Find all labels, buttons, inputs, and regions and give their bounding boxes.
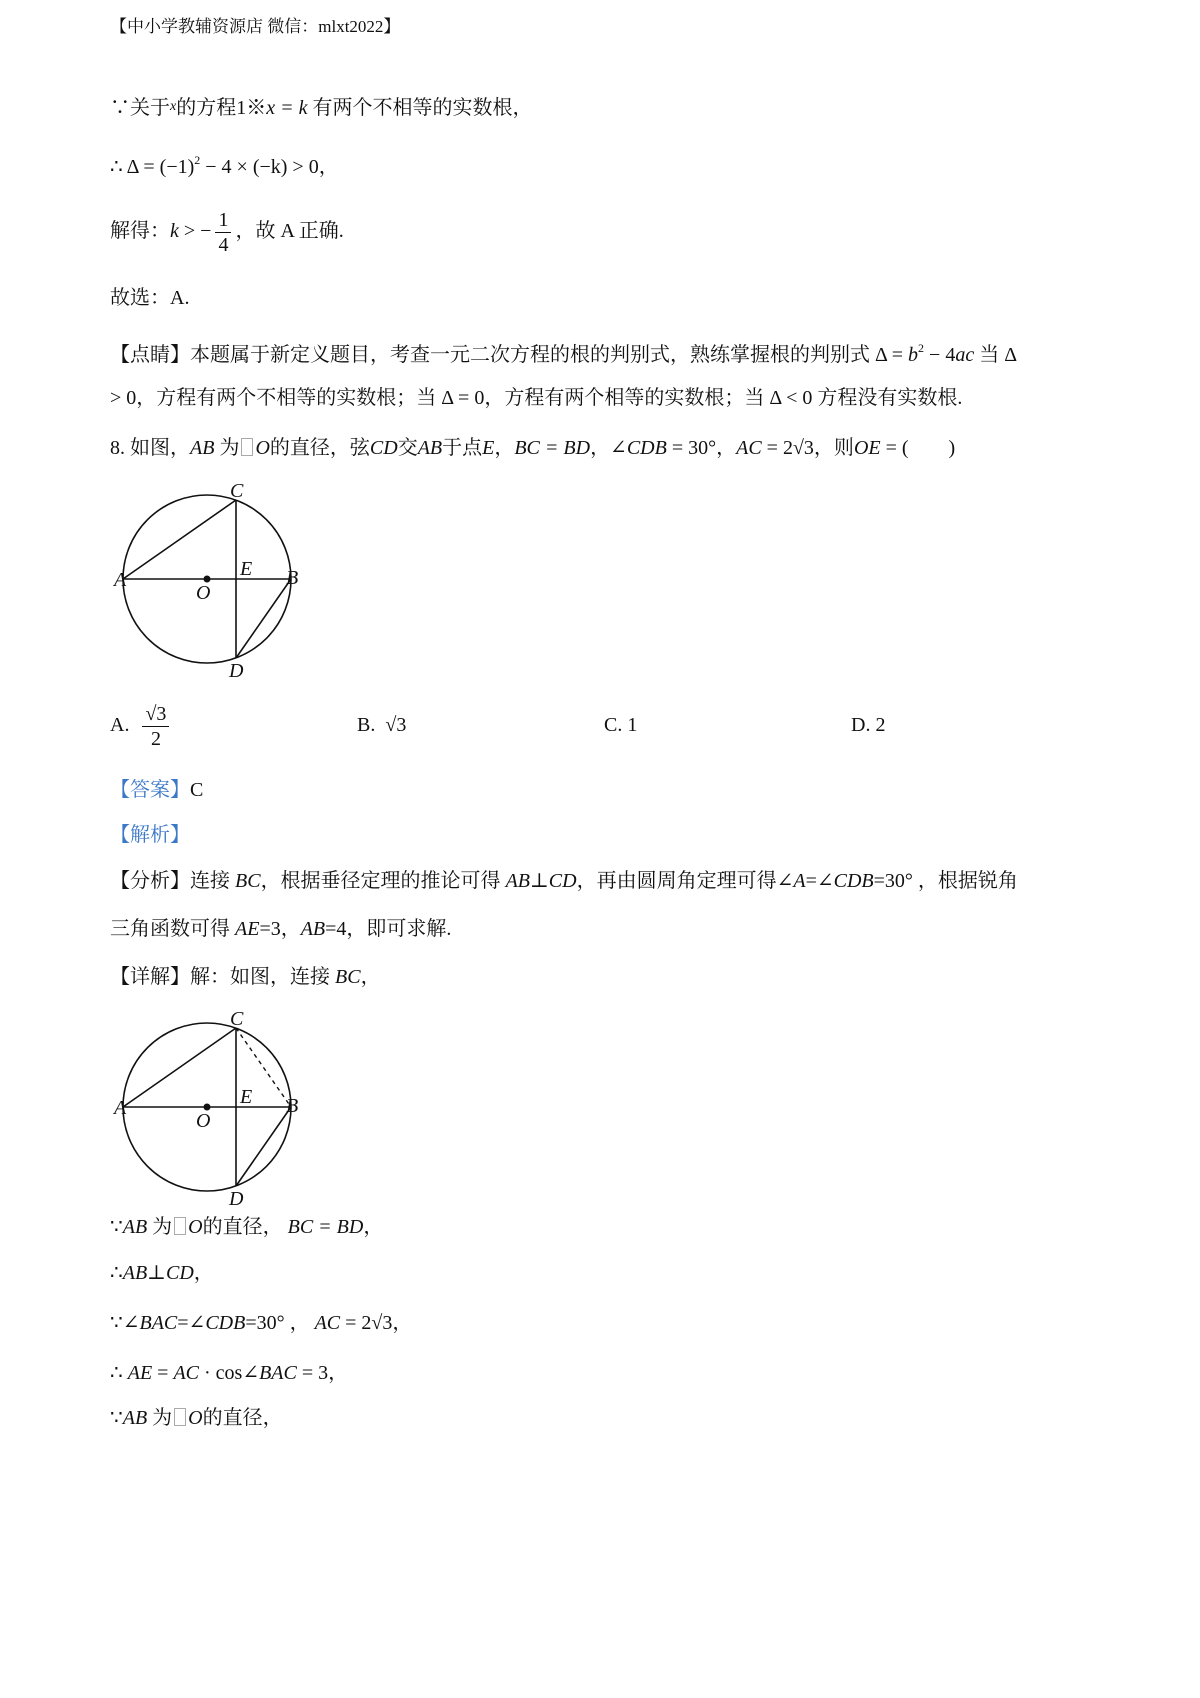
circle-figure-1: [100, 480, 330, 680]
question-8: 8. 如图，AB 为 O的直径，弦CD交AB于点E，BC = BD，∠CDB = 30°，AC = 2√3，则OE = ( ): [110, 437, 956, 459]
label-a: A: [114, 1097, 127, 1119]
answer-line: 【答案】C: [110, 779, 204, 801]
proof-step-4: ∴ AE = AC · cos∠BAC = 3，: [110, 1362, 349, 1384]
label-d: D: [229, 1188, 244, 1208]
step-line-2: ∴ $\Delta = (-1)^2 - 4 \times (-k) > 0$，: [110, 153, 339, 178]
option-d: D. 2: [851, 714, 886, 736]
fenxi-line-1: 【分析】连接 BC，根据垂径定理的推论可得 AB⊥CD，再由圆周角定理可得∠A=∠CDB=30° ，根据锐角: [110, 870, 1018, 892]
circle-figure-2: [100, 1008, 330, 1208]
circle-symbol-placeholder: [174, 1217, 186, 1235]
step-line-1: ∵关于$^x$的方程1※x = k 有两个不相等的实数根，: [110, 97, 533, 119]
label-e: E: [240, 558, 253, 580]
analysis-tag: 【解析】: [110, 824, 190, 846]
option-a: A. $\frac{√3}{2}$: [110, 702, 173, 751]
fraction: $\frac{1}{4}$: [215, 208, 231, 257]
proof-step-5: ∵AB 为 O的直径，: [110, 1407, 283, 1429]
proof-step-2: ∴AB⊥CD，: [110, 1262, 214, 1284]
conclusion-line: 故选：A.: [110, 287, 190, 309]
proof-step-1: ∵AB 为 O的直径， BC = BD，: [110, 1216, 384, 1238]
label-o: O: [196, 582, 211, 604]
fenxi-line-2: 三角函数可得 AE=3，AB=4，即可求解.: [110, 918, 452, 940]
label-o: O: [196, 1110, 211, 1132]
label-c: C: [230, 1008, 244, 1030]
step-line-3: 解得：k > − $\frac{1}{4}$ ，故 A 正确.: [110, 209, 344, 256]
answer-tag: 【答案】: [110, 779, 190, 801]
label-d: D: [229, 660, 244, 680]
review-line-2: > 0，方程有两个不相等的实数根；当 Δ = 0，方程有两个相等的实数根；当 Δ < 0 方程没有实数根.: [110, 387, 963, 409]
option-c: C. 1: [604, 714, 638, 736]
option-b: B. √3: [357, 714, 407, 736]
review-line-1: 【点睛】本题属于新定义题目，考查一元二次方程的根的判别式，熟练掌握根的判别式 $\Delta = b^2 - 4ac$ 当 Δ: [110, 341, 1018, 366]
xiangjie-line: 【详解】解：如图，连接 BC，: [110, 966, 381, 988]
label-a: A: [114, 569, 127, 591]
circle-symbol-placeholder: [174, 1408, 186, 1426]
header-watermark: 【中小学教辅资源店 微信：mlxt2022】: [110, 17, 401, 36]
label-b: B: [286, 1095, 299, 1117]
circle-symbol-placeholder: [241, 438, 253, 456]
proof-step-3: ∵∠BAC=∠CDB=30° ， AC = 2√3，: [110, 1312, 413, 1334]
label-e: E: [240, 1086, 253, 1108]
label-c: C: [230, 480, 244, 502]
label-b: B: [286, 567, 299, 589]
